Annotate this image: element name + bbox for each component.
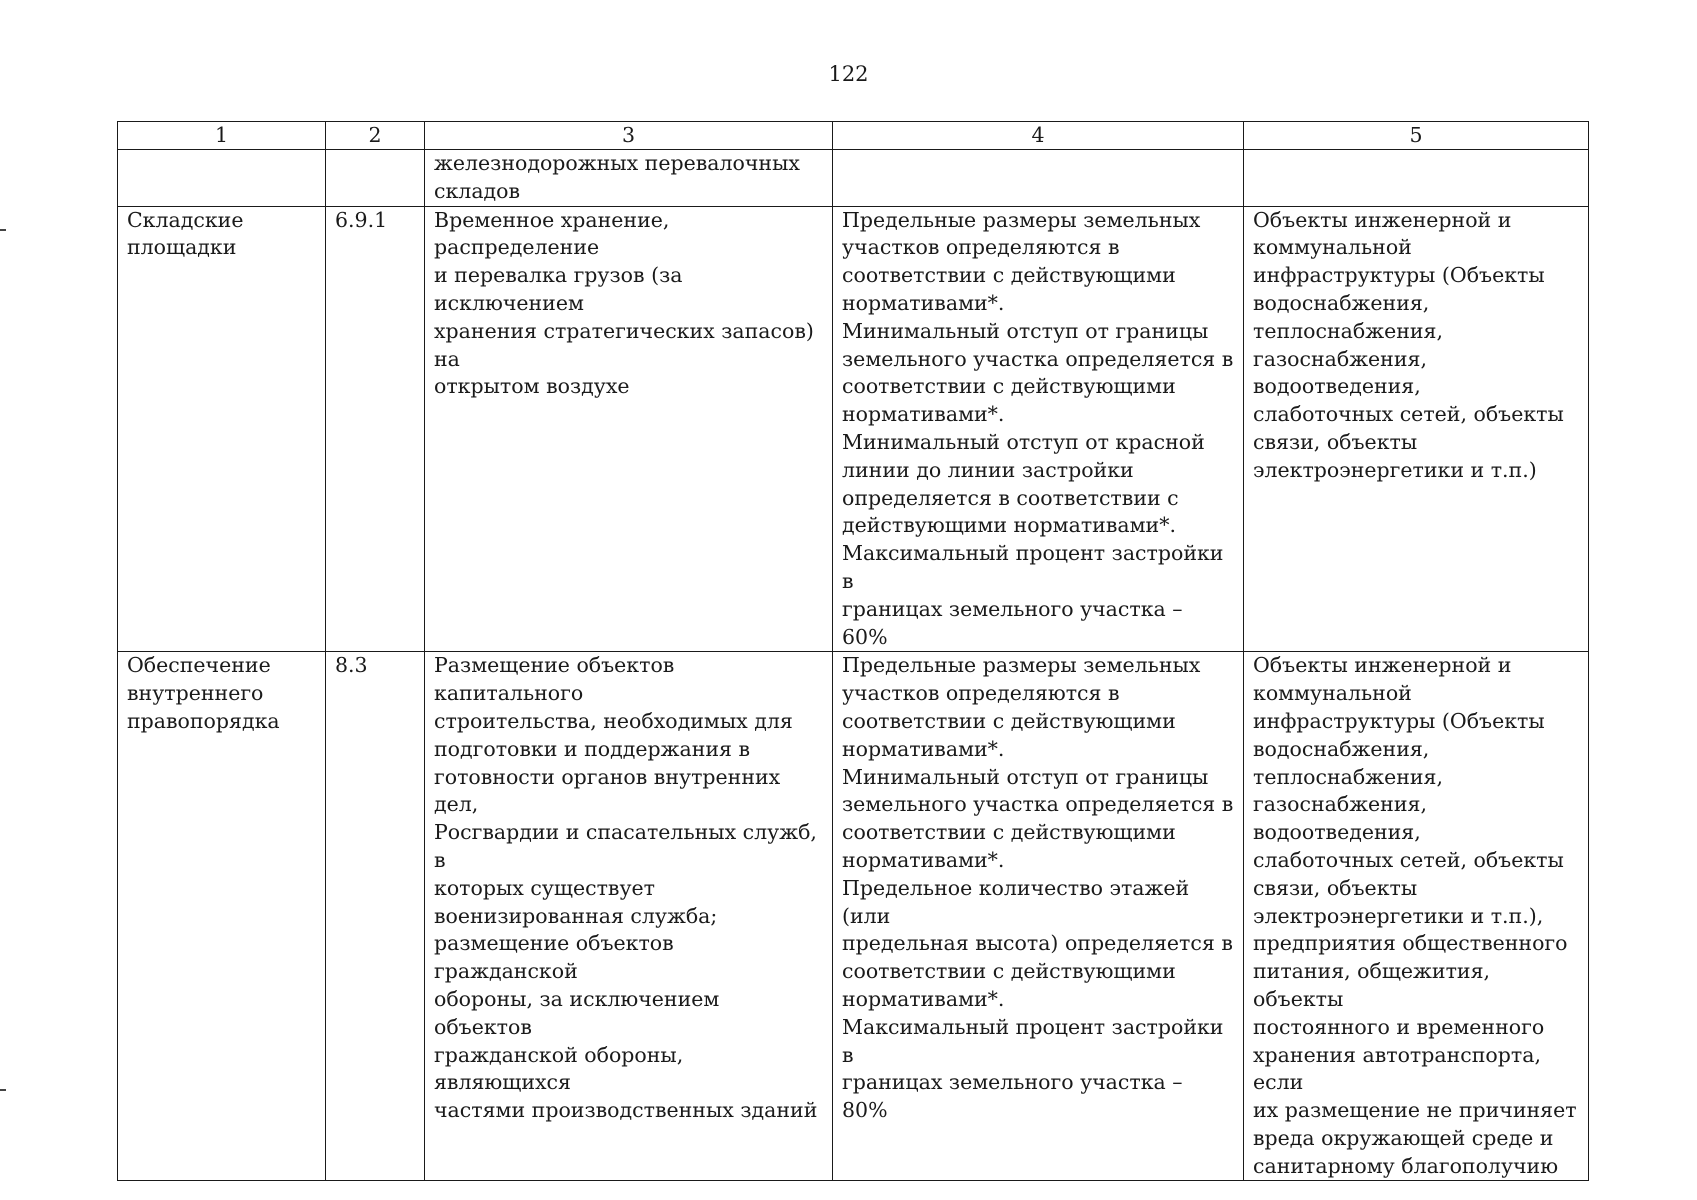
use-code-cell bbox=[326, 150, 425, 207]
page-number: 122 bbox=[828, 62, 869, 86]
use-description-cell: Временное хранение, распределение и перевалка грузов (за исключением хранения стратегических запасов) на открытом воздухе bbox=[425, 206, 833, 652]
column-header: 4 bbox=[833, 122, 1244, 150]
column-header: 5 bbox=[1244, 122, 1589, 150]
auxiliary-uses-cell: Объекты инженерной и коммунальной инфраструктуры (Объекты водоснабжения, теплоснабжения, газоснабжения, водоотведения, слаботочных сетей, объекты связи, объекты электроэнергетики и т.п.), предприятия общественного питания, общежития, объекты постоянного и временного хранения автотранспорта, если их размещение не причиняет вреда окружающей среде и санитарному благополучию bbox=[1244, 652, 1589, 1181]
column-header: 2 bbox=[326, 122, 425, 150]
column-header: 3 bbox=[425, 122, 833, 150]
parameters-cell: Предельные размеры земельных участков определяются в соответствии с действующими нормативами*. Минимальный отступ от границы земельного участка определяется в соответствии с действующими нормативами*. Минимальный отступ от красной линии до линии застройки определяется в соответствии с действующими нормативами*. Максимальный процент застройки в границах земельного участка – 60% bbox=[833, 206, 1244, 652]
use-description-cell: Размещение объектов капитального строительства, необходимых для подготовки и поддержания в готовности органов внутренних дел, Росгвардии и спасательных служб, в которых существует военизированная служба; размещение объектов гражданской обороны, за исключением объектов гражданской обороны, являющихся частями производственных зданий bbox=[425, 652, 833, 1181]
scan-edge-mark bbox=[0, 1089, 6, 1091]
parameters-cell: Предельные размеры земельных участков определяются в соответствии с действующими нормативами*. Минимальный отступ от границы земельного участка определяется в соответствии с действующими нормативами*. Предельное количество этажей (или предельная высота) определяется в соответствии с действующими нормативами*. Максимальный процент застройки в границах земельного участка – 80% bbox=[833, 652, 1244, 1181]
parameters-cell bbox=[833, 150, 1244, 207]
use-code-cell: 6.9.1 bbox=[326, 206, 425, 652]
table-row bbox=[118, 150, 1589, 207]
auxiliary-uses-cell bbox=[1244, 150, 1589, 207]
use-name-cell: Складские площадки bbox=[118, 206, 326, 652]
use-description-cell: железнодорожных перевалочных складов bbox=[425, 150, 833, 207]
use-code-cell: 8.3 bbox=[326, 652, 425, 1181]
header-row bbox=[118, 122, 1589, 150]
table-row bbox=[118, 206, 1589, 652]
land-use-table bbox=[117, 121, 1589, 1181]
table-row bbox=[118, 652, 1589, 1181]
scan-edge-mark bbox=[0, 229, 6, 231]
auxiliary-uses-cell: Объекты инженерной и коммунальной инфраструктуры (Объекты водоснабжения, теплоснабжения, газоснабжения, водоотведения, слаботочных сетей, объекты связи, объекты электроэнергетики и т.п.) bbox=[1244, 206, 1589, 652]
use-name-cell bbox=[118, 150, 326, 207]
use-name-cell: Обеспечение внутреннего правопорядка bbox=[118, 652, 326, 1181]
column-header: 1 bbox=[118, 122, 326, 150]
